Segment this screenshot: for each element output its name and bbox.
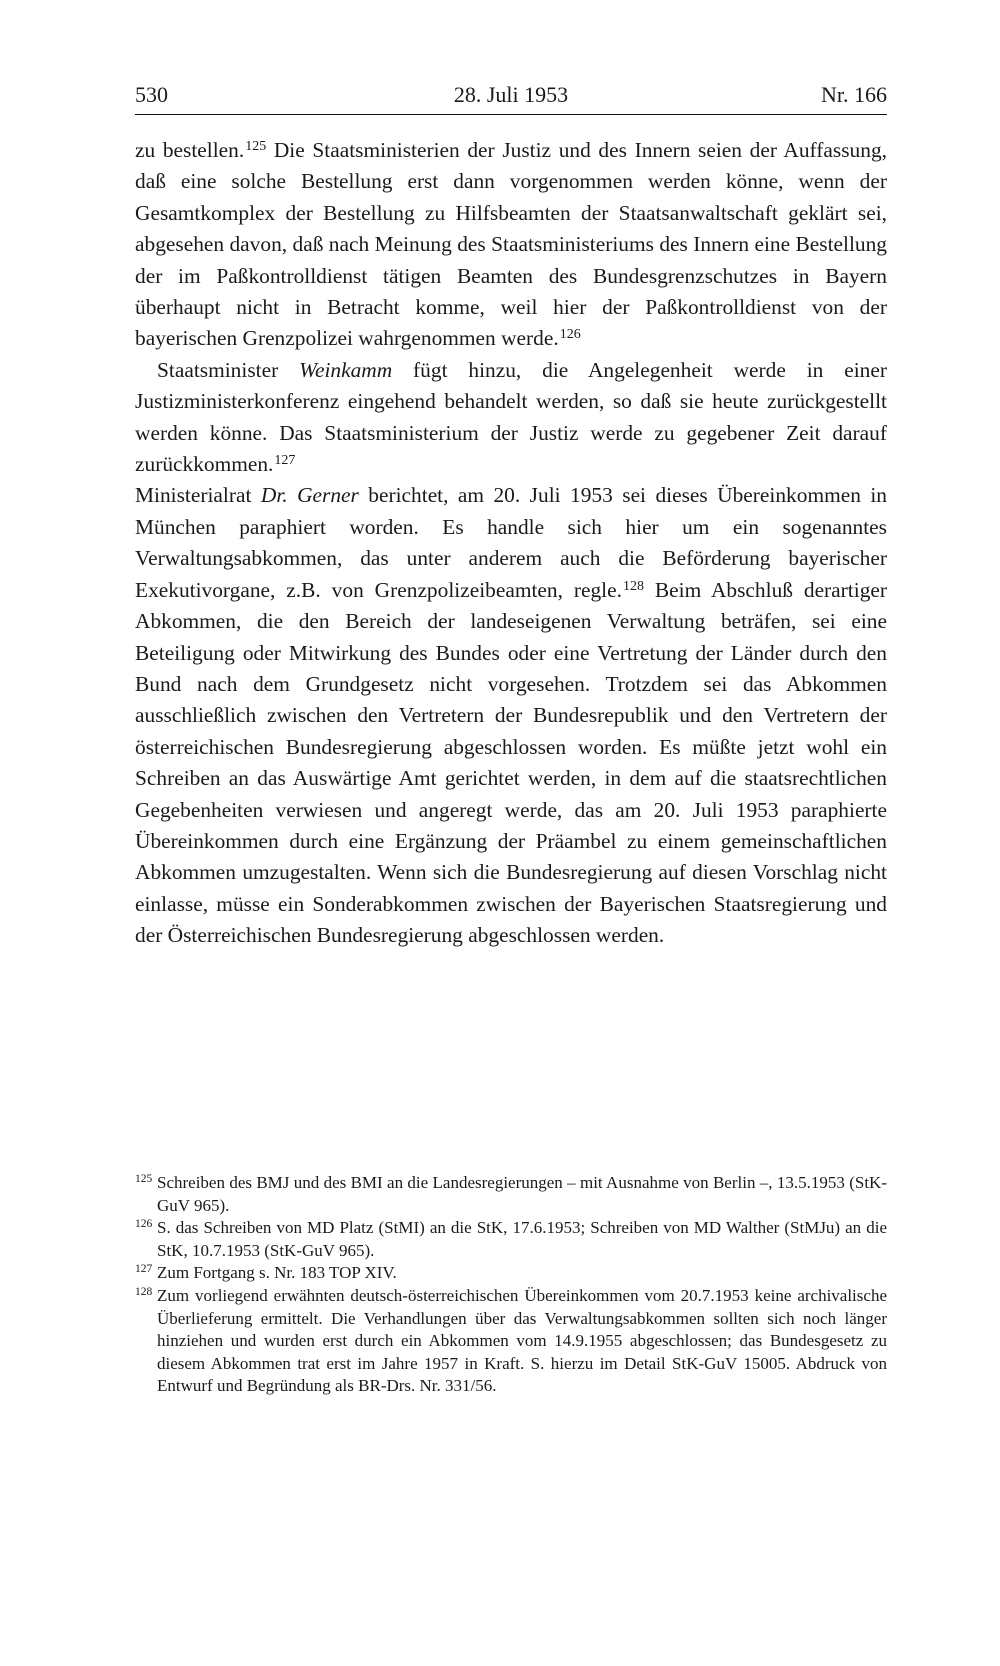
page-number: 530 — [135, 82, 168, 107]
footnote-text: Zum Fortgang s. Nr. 183 TOP XIV. — [157, 1263, 397, 1283]
footnote-number: 127 — [135, 1263, 153, 1276]
document-page — [135, 80, 887, 952]
speaker-name: Weinkamm — [299, 357, 393, 382]
footnote-ref-127[interactable]: 127 — [274, 453, 296, 469]
footnote-text: S. das Schreiben von MD Platz (StMI) an die StK, 17.6.1953; Schreiben von MD Walther (StMJu) an die StK, 10.7.1953 (StK-GuV 965). — [157, 1218, 887, 1260]
document-number: Nr. 166 — [821, 82, 887, 107]
running-head — [135, 80, 887, 115]
footnote-127 — [135, 1262, 887, 1285]
footnote-text: Schreiben des BMJ und des BMI an die Landesregierungen – mit Ausnahme von Berlin –, 13.5.1953 (StK-GuV 965). — [157, 1173, 887, 1215]
footnote-text: Zum vorliegend erwähnten deutsch-österreichischen Übereinkommen vom 20.7.1953 keine archivalische Überlieferung ermittelt. Die Verhandlungen über das Verwaltungsabkommen sollten sich noch länger hinziehen und wurden erst durch ein Abkommen vom 14.9.1955 abgeschlossen; das Bundesgesetz zu diesem Abkommen trat erst im Jahre 1957 in Kraft. S. hierzu im Detail StK-GuV 15005. Abdruck von Entwurf und Begründung als BR-Drs. Nr. 331/56. — [157, 1285, 887, 1396]
footnote-128 — [135, 1285, 887, 1398]
paragraph-continuation: zu bestellen.$^{125}$ Die Staatsministerien der Justiz und des Innern seien der Auffassung, daß eine solche Bestellung erst dann vorgenommen werden könne, wenn der Gesamtkomplex der Bestellung zu Hilfsbeamten der Staatsanwaltschaft geklärt sei, abgesehen davon, daß nach Meinung des Staatsministeriums des Innern eine Bestellung der im Paßkontrolldienst tätigen Beamten des Bundesgrenzschutzes in Bayern überhaupt nicht in Betracht komme, weil hier der Paßkontrolldienst von der bayerischen Grenzpolizei wahrgenommen werde.$^{126}$ — [135, 138, 887, 351]
footnote-ref-126[interactable]: 126 — [559, 327, 581, 343]
footnote-126 — [135, 1217, 887, 1262]
footnote-number: 128 — [135, 1285, 153, 1298]
footnote-number: 125 — [135, 1173, 153, 1185]
speaker-name: Dr. Gerner — [260, 483, 359, 508]
footnote-number: 126 — [135, 1218, 153, 1231]
footnote-ref-128[interactable]: 128 — [622, 578, 644, 594]
paragraph-gerner: Ministerialrat Dr. Gerner berichtet, am 20. Juli 1953 sei dieses Übereinkommen in München paraphiert worden. Es handle sich hier um ein sogenanntes Verwaltungsabkommen, das unter anderem auch die Beförderung bayerischer Exekutivorgane, z.B. von Grenzpolizeibeamten, regle.$^{128}$ Beim Abschluß derartiger Abkommen, die den Bereich der landeseigenen Verwaltung beträfen, sei eine Beteiligung oder Mitwirkung des Bundes oder eine Vertretung der Länder durch den Bund nach dem Grundgesetz nicht vorgesehen. Trotzdem sei das Abkommen ausschließlich zwischen den Vertretern der Bundesrepublik und den Vertretern der österreichischen Bundesregierung abgeschlossen worden. Es müßte jetzt wohl ein Schreiben an das Auswärtige Amt gerichtet werden, in dem auf die staatsrechtlichen Gegebenheiten verwiesen und angeregt werde, das am 20. Juli 1953 paraphierte Übereinkommen durch eine Ergänzung der Präambel zu einem gemeinschaftlichen Abkommen umzugestalten. Wenn sich die Bundesregierung auf diesen Vorschlag nicht einlasse, müsse ein Sonderabkommen zwischen der Bayerischen Staatsregierung und der Österreichischen Bundesregierung abgeschlossen werden. — [135, 483, 888, 948]
header-date: 28. Juli 1953 — [453, 82, 569, 107]
footnote-ref-125[interactable]: 125 — [245, 139, 267, 154]
footnotes — [135, 1172, 887, 1398]
paragraph-weinkamm: Staatsminister Weinkamm fügt hinzu, die Angelegenheit werde in einer Justizministerkonferenz eingehend behandelt werden, so daß sie heute zurückgestellt werden könne. Das Staatsministerium der Justiz werde zu gegebener Zeit darauf zurückkommen.$^{127}$ — [135, 357, 887, 477]
body-text — [135, 135, 887, 952]
footnote-125 — [135, 1172, 887, 1217]
